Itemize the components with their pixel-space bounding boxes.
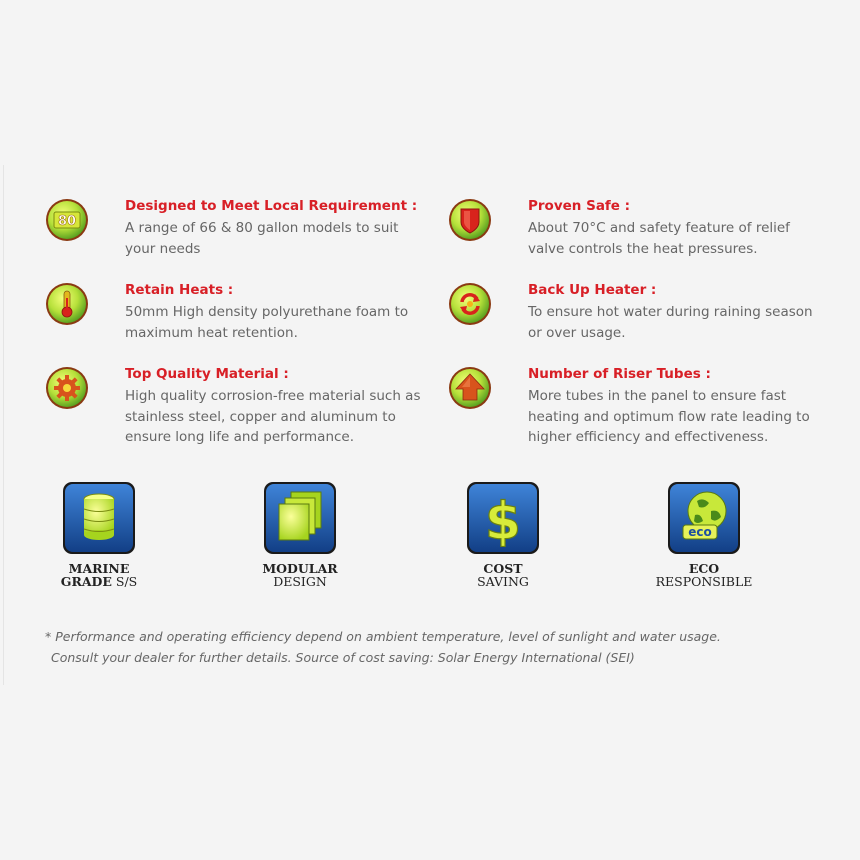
- badge-line1: MODULAR: [262, 561, 338, 576]
- svg-text:$: $: [484, 492, 522, 552]
- feature-title: Number of Riser Tubes :: [528, 366, 711, 382]
- tank-icon: [62, 481, 136, 557]
- feature-title: Back Up Heater :: [528, 282, 657, 298]
- feature-desc: 50mm High density polyurethane foam to maximum heat retention.: [125, 304, 409, 341]
- eco-text: eco: [688, 525, 712, 539]
- footnote-line1: * Performance and operating efficiency depend on ambient temperature, level of sunlight and water usage.: [45, 629, 721, 644]
- feature-desc: A range of 66 & 80 gallon models to suit your needs: [125, 220, 399, 257]
- recycle-heater-icon: [448, 282, 492, 326]
- badge-line2: DESIGN: [273, 574, 327, 589]
- footnote-line2: Consult your dealer for further details. Source of cost saving: Solar Energy International (SEI): [51, 649, 635, 665]
- badge-line2: GRADE S/S: [60, 574, 138, 589]
- gear-icon: [45, 366, 89, 410]
- feature-title: Designed to Meet Local Requirement :: [125, 198, 418, 214]
- dollar-icon: [466, 481, 540, 557]
- footnote: [45, 627, 721, 668]
- feature-title: Top Quality Material :: [125, 366, 289, 382]
- up-arrow-icon: [448, 366, 492, 410]
- feature-desc: More tubes in the panel to ensure fast heating and optimum flow rate leading to higher efficiency and effectiveness.: [528, 388, 810, 445]
- thermometer-icon: [45, 282, 89, 326]
- feature-title: Proven Safe :: [528, 198, 631, 214]
- badge-eco-responsible: [634, 481, 774, 588]
- shield-icon: [448, 198, 492, 242]
- badge-line2: RESPONSIBLE: [655, 574, 753, 589]
- gallon-80-text: 80: [57, 214, 77, 229]
- feature-desc: To ensure hot water during raining season or over usage.: [528, 304, 813, 341]
- badge-modular-design: [230, 481, 370, 588]
- feature-desc: High quality corrosion-free material such as stainless steel, copper and aluminum to ensure long life and performance.: [125, 388, 421, 445]
- badge-marine-grade: [29, 481, 169, 588]
- globe-eco-icon: [667, 481, 741, 557]
- gallon-80-icon: [45, 198, 89, 242]
- badge-line1: COST: [483, 561, 523, 576]
- feature-title: Retain Heats :: [125, 282, 234, 298]
- feature-desc: About 70°C and safety feature of relief valve controls the heat pressures.: [528, 220, 790, 257]
- badge-line1: MARINE: [68, 561, 130, 576]
- badge-line2: SAVING: [477, 574, 529, 589]
- badge-cost-saving: [433, 481, 573, 588]
- badge-line1: ECO: [688, 561, 720, 576]
- modular-panels-icon: [263, 481, 337, 557]
